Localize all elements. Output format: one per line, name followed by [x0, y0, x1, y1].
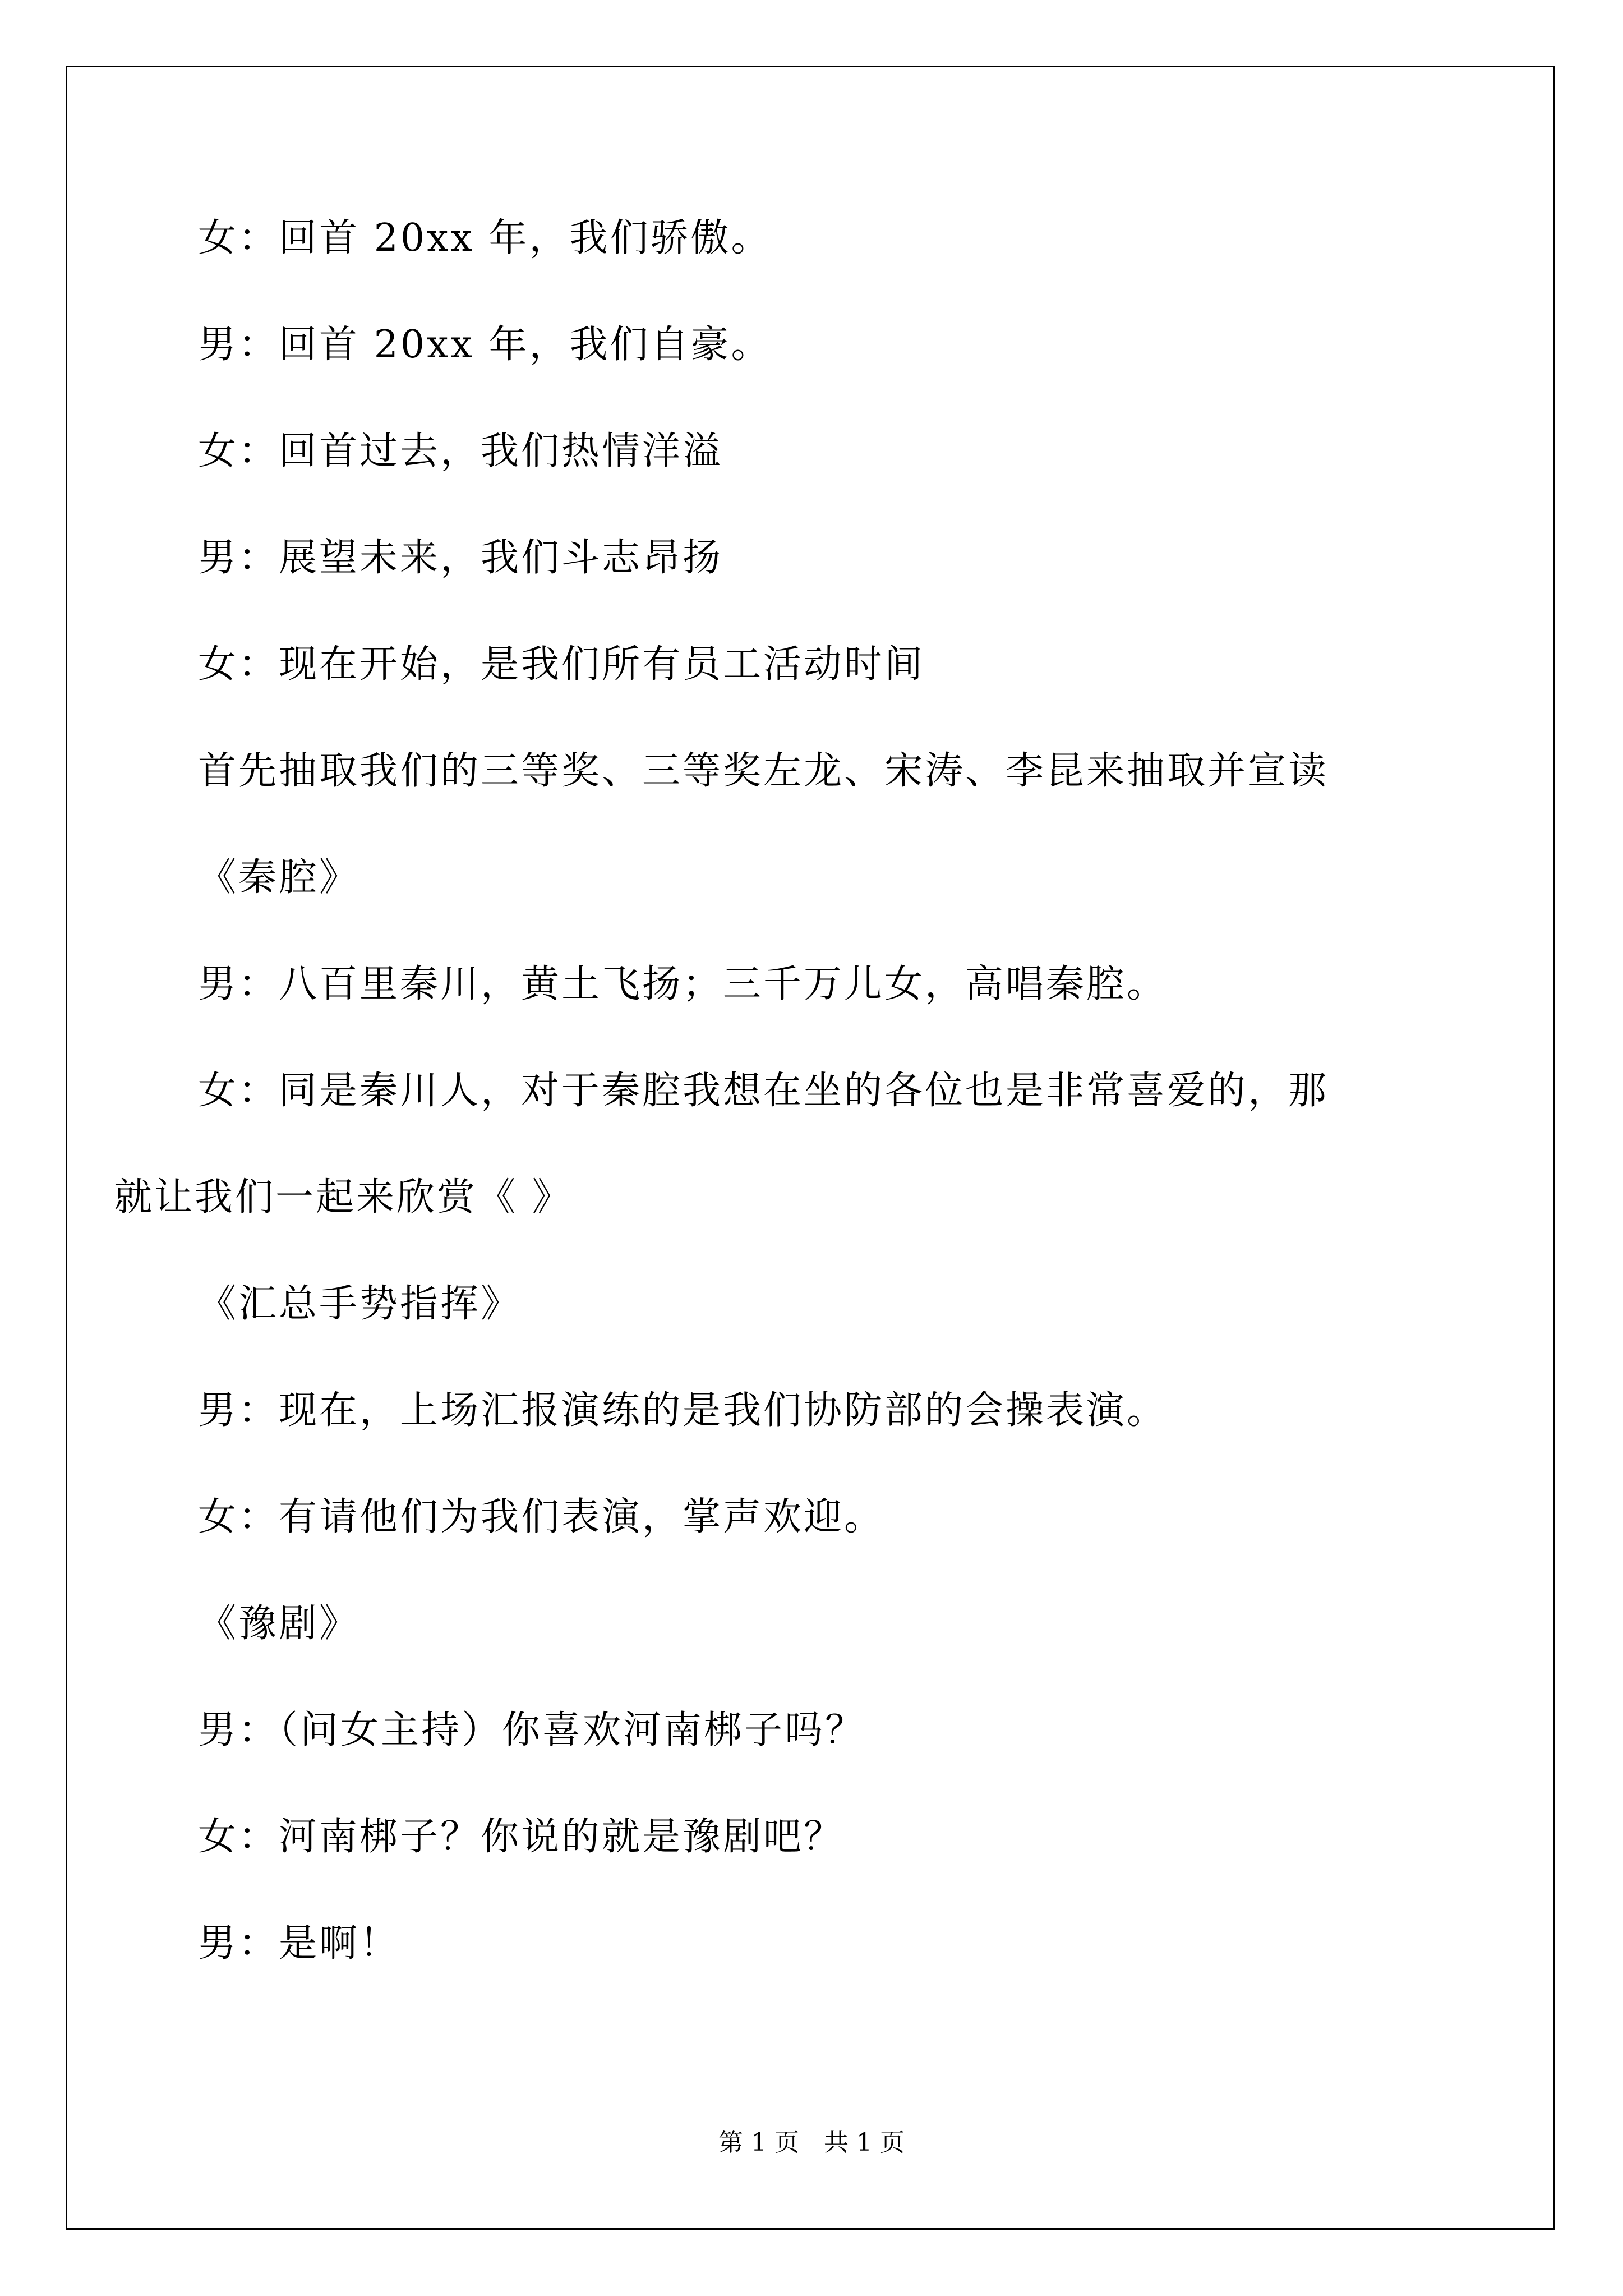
dialogue-line: 女：有请他们为我们表演，掌声欢迎。: [198, 1495, 885, 1539]
dialogue-line: 女：回首 20xx 年，我们骄傲。: [198, 216, 772, 260]
dialogue-line: 男：现在，上场汇报演练的是我们协防部的会操表演。: [198, 1388, 1168, 1433]
dialogue-line: 女：现在开始，是我们所有员工活动时间: [198, 642, 925, 687]
dialogue-line: 男：展望未来，我们斗志昂扬: [198, 536, 723, 580]
dialogue-line: 男：回首 20xx 年，我们自豪。: [198, 323, 772, 367]
dialogue-line: 女：河南梆子？你说的就是豫剧吧？: [198, 1815, 845, 1859]
section-title: 《豫剧》: [198, 1602, 360, 1646]
section-title: 《秦腔》: [198, 855, 360, 900]
dialogue-continuation: 就让我们一起来欣赏《 》: [114, 1175, 573, 1220]
page-border: [66, 66, 1555, 2230]
body-line: 首先抽取我们的三等奖、三等奖左龙、宋涛、李昆来抽取并宣读: [198, 749, 1329, 793]
dialogue-line: 男：是啊！: [198, 1921, 400, 1966]
dialogue-line: 女：回首过去，我们热情洋溢: [198, 429, 723, 473]
page-footer: 第 1 页 共 1 页: [718, 2128, 905, 2157]
section-title: 《汇总手势指挥》: [198, 1282, 522, 1326]
dialogue-line: 男：（问女主持）你喜欢河南梆子吗？: [198, 1708, 866, 1752]
dialogue-line: 女：同是秦川人，对于秦腔我想在坐的各位也是非常喜爱的，那: [198, 1069, 1329, 1113]
dialogue-line: 男：八百里秦川，黄土飞扬；三千万儿女，高唱秦腔。: [198, 962, 1168, 1006]
